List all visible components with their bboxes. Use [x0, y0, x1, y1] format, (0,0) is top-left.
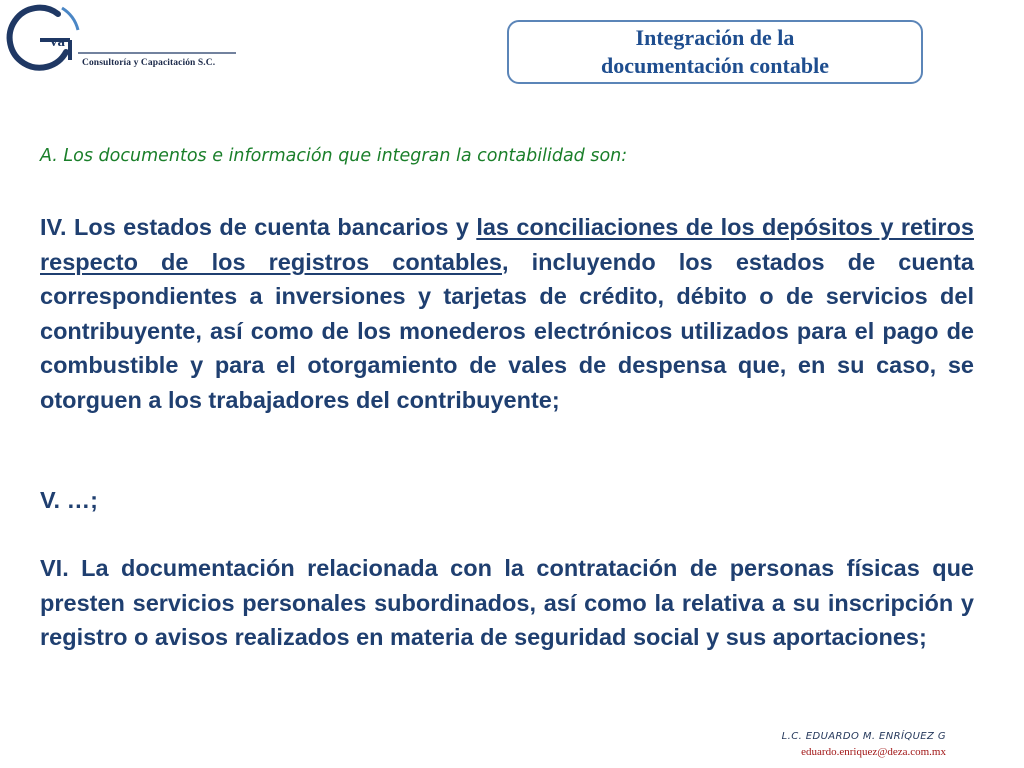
footer-author: L.C. EDUARDO M. ENRÍQUEZ G	[781, 731, 946, 742]
title-box	[507, 20, 923, 84]
paragraph-iv	[40, 210, 974, 417]
paragraph-vi: VI. La documentación relacionada con la contratación de personas físicas que presten servicios personales subordinados, así como la relativa a su inscripción y registro o avisos realizados en materia de seguridad social y sus aportaciones;	[40, 555, 974, 650]
company-name: Consultoría y Capacitación S.C.	[82, 58, 216, 68]
section-subtitle: A. Los documentos e información que integran la contabilidad son:	[40, 146, 628, 166]
slide-title-line-2: documentación contable	[601, 53, 829, 78]
paragraph-v: V. …;	[40, 487, 98, 513]
logo-letters: va	[50, 34, 65, 50]
slide-title	[601, 24, 829, 80]
paragraph-iv-lead: IV. Los estados de cuenta bancarios y	[40, 214, 477, 240]
footer-email: eduardo.enriquez@deza.com.mx	[801, 746, 946, 758]
slide-title-line-1: Integración de la	[635, 25, 795, 50]
paragraph-iv-underlined: las conciliaciones de los depósitos y retiros respecto de los registros contables	[40, 214, 974, 275]
paragraph-iv-rest: , incluyendo los estados de cuenta correspondientes a inversiones y tarjetas de crédito, débito o de servicios del contribuyente, así como de los monederos electrónicos utilizados para el pago de combustible y para el otorgamiento de vales de despensa que, en su caso, se otorguen a los trabajadores del contribuyente;	[40, 248, 974, 413]
gva-logo-icon	[0, 0, 260, 80]
company-logo	[0, 0, 260, 80]
